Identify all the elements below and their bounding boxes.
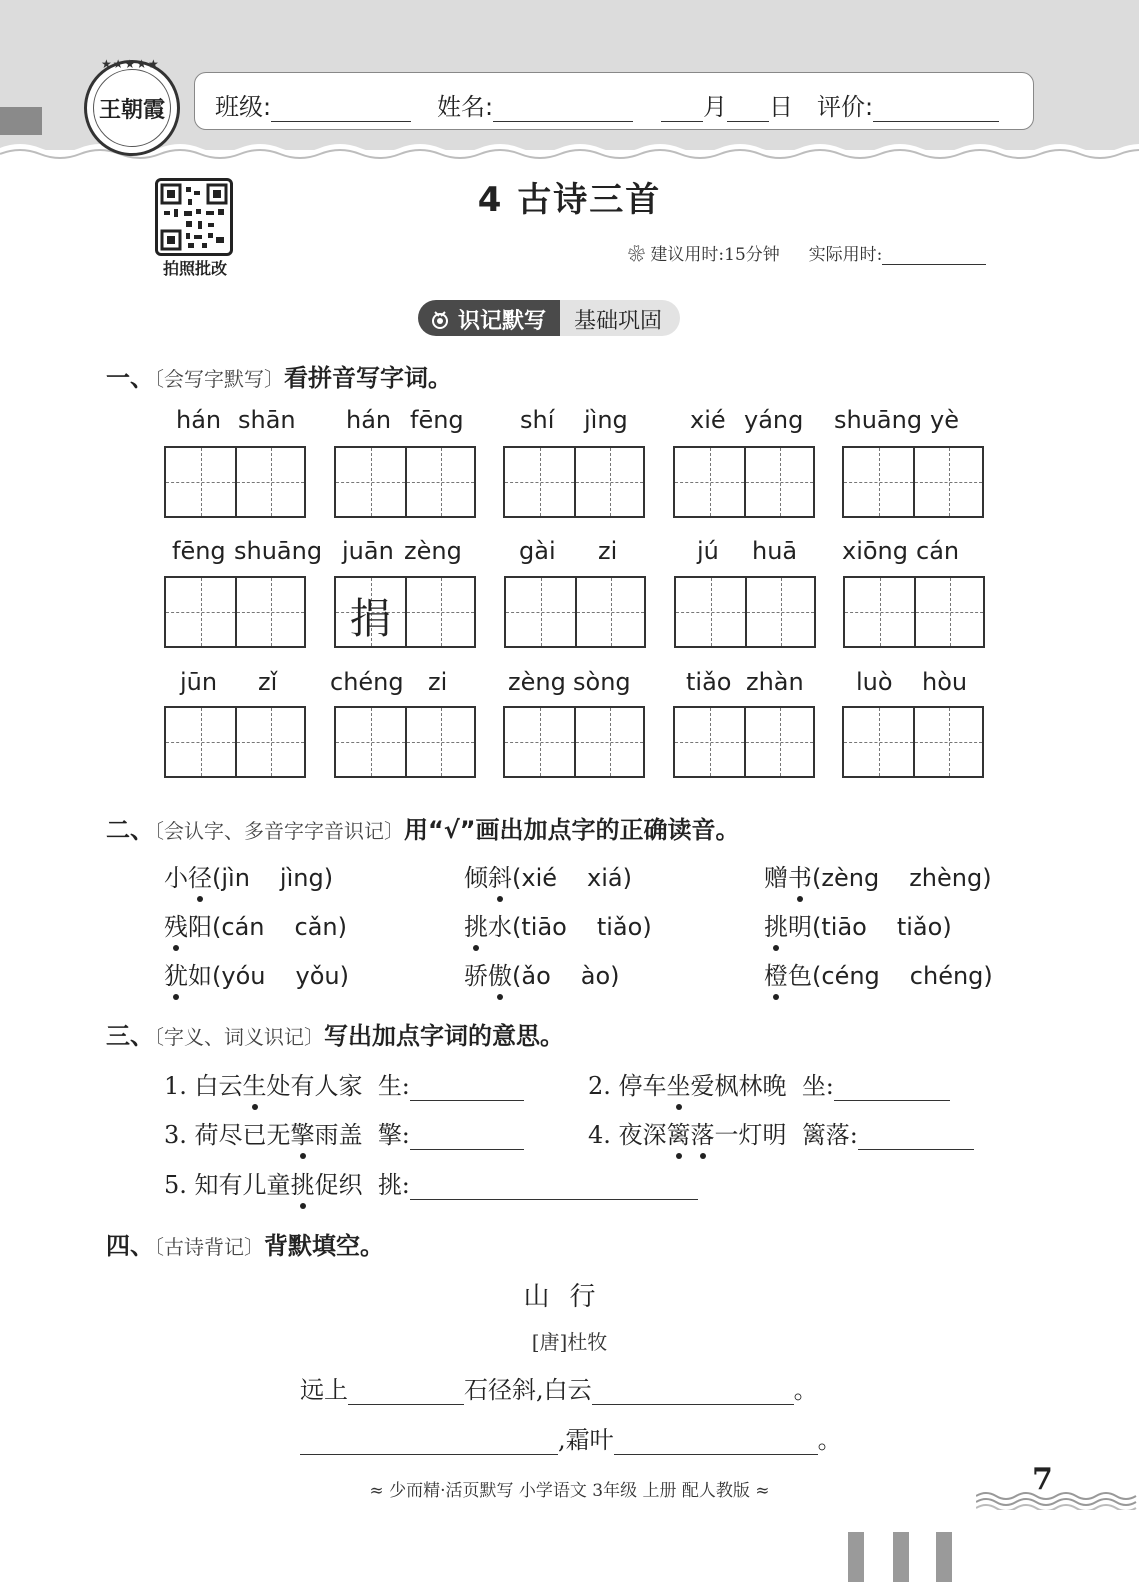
meaning-item: 1. 白云生处有人家 生:	[164, 1066, 524, 1101]
q1-number: 一、	[106, 364, 154, 392]
blank-line[interactable]	[592, 1383, 794, 1405]
pinyin: jūn	[180, 668, 218, 696]
q4-prompt: 背默填空。	[264, 1232, 384, 1260]
month-label: 月	[703, 93, 727, 121]
meaning-item: 3. 荷尽已无擎雨盖 擎:	[164, 1115, 524, 1150]
date-field	[661, 87, 793, 122]
section-pill-left	[418, 300, 560, 336]
writing-grid[interactable]	[503, 446, 645, 518]
pinyin: xié	[690, 406, 726, 434]
writing-grid[interactable]	[164, 576, 306, 648]
blank-line[interactable]	[614, 1433, 818, 1455]
poem-line-1: 远上 石径斜,白云 。	[300, 1376, 818, 1404]
reading-item[interactable]: 挑明(tiāo tiǎo)	[764, 907, 952, 942]
writing-grid[interactable]	[504, 576, 646, 648]
pinyin: hán	[176, 406, 222, 434]
pinyin: hòu	[922, 668, 968, 696]
reading-item[interactable]: 赠书(zèng zhèng)	[764, 858, 992, 893]
pinyin: chéng	[330, 668, 404, 696]
evaluation-input[interactable]	[873, 98, 999, 122]
reading-item[interactable]: 倾斜(xié xiá)	[464, 858, 632, 893]
decor-bar	[848, 1532, 864, 1582]
reading-item[interactable]: 残阳(cán cǎn)	[164, 907, 347, 942]
q4-number: 四、	[106, 1232, 154, 1260]
month-input[interactable]	[661, 98, 703, 122]
name-input[interactable]	[493, 98, 633, 122]
blank-line[interactable]	[348, 1383, 464, 1405]
q2-number: 二、	[106, 816, 154, 844]
q3-number: 三、	[106, 1022, 154, 1050]
pinyin: zhàn	[746, 668, 804, 696]
page-number: 7	[1032, 1462, 1053, 1497]
pinyin: yáng	[744, 406, 804, 434]
qr-caption: 拍照批改	[162, 259, 227, 278]
name-field	[437, 87, 633, 122]
section-pill	[418, 300, 680, 336]
footer-text: ≈ 少而精·活页默写 小学语文 3年级 上册 配人教版 ≈	[369, 1481, 770, 1501]
day-input[interactable]	[727, 98, 769, 122]
pinyin: xiōng	[842, 537, 908, 565]
wave-decoration	[976, 1490, 1139, 1510]
pinyin: luò	[856, 668, 893, 696]
page-title: 4 古诗三首	[477, 180, 662, 220]
class-input[interactable]	[271, 98, 411, 122]
decor-bar	[936, 1532, 952, 1582]
pinyin: fēng	[410, 406, 464, 434]
meaning-item: 4. 夜深篱落一灯明 篱落:	[588, 1115, 974, 1150]
writing-grid[interactable]	[164, 446, 306, 518]
reading-item[interactable]: 小径(jìn jìng)	[164, 858, 333, 893]
logo-text: 王朝霞	[93, 69, 171, 147]
pinyin: gài	[519, 537, 556, 565]
pinyin: zǐ	[258, 668, 278, 696]
decor-bar	[893, 1532, 909, 1582]
reading-item[interactable]: 挑水(tiāo tiǎo)	[464, 907, 652, 942]
reading-item[interactable]: 犹如(yóu yǒu)	[164, 956, 349, 991]
pinyin: hán	[346, 406, 392, 434]
reading-item[interactable]: 骄傲(ǎo ào)	[464, 956, 620, 991]
wave-decoration	[0, 140, 1139, 164]
writing-grid[interactable]	[334, 576, 476, 648]
pinyin: sòng	[573, 668, 631, 696]
poem-author: [唐]杜牧	[531, 1330, 608, 1354]
actual-time-input[interactable]	[882, 247, 986, 265]
q2-tag: 〔会认字、多音字字音识记〕	[154, 819, 404, 843]
pinyin: shí	[520, 406, 555, 434]
q3-prompt: 写出加点字词的意思。	[324, 1022, 564, 1050]
pinyin: fēng	[172, 537, 226, 565]
publisher-logo	[84, 57, 180, 156]
answer-line[interactable]	[834, 1079, 950, 1101]
writing-grid[interactable]	[503, 706, 645, 778]
pinyin: shuāng	[234, 537, 323, 565]
writing-grid[interactable]	[674, 576, 816, 648]
q1-tag: 〔会写字默写〕	[154, 367, 284, 391]
pinyin: juān	[342, 537, 394, 565]
meaning-item: 2. 停车坐爱枫林晚 坐:	[588, 1066, 950, 1101]
name-label: 姓名:	[437, 93, 494, 121]
pinyin: zèng	[508, 668, 566, 696]
reading-item[interactable]: 橙色(céng chéng)	[764, 956, 993, 991]
pinyin: huā	[752, 537, 798, 565]
suggested-time: 建议用时:15分钟	[650, 245, 780, 265]
class-field	[215, 87, 411, 122]
writing-grid[interactable]	[843, 576, 985, 648]
prefilled-character: 捐	[349, 594, 392, 643]
class-label: 班级:	[215, 93, 272, 121]
day-label: 日	[769, 93, 793, 121]
q4-heading	[106, 1226, 384, 1261]
pinyin: zèng	[404, 537, 462, 565]
q2-heading	[106, 810, 740, 845]
page-side-tab	[0, 107, 42, 135]
writing-grid[interactable]	[334, 446, 476, 518]
pinyin: shān	[238, 406, 296, 434]
evaluation-field	[817, 87, 999, 122]
meaning-item: 5. 知有儿童挑促织 挑:	[164, 1165, 698, 1200]
writing-grid[interactable]	[842, 706, 984, 778]
blank-line[interactable]	[300, 1433, 558, 1455]
writing-grid[interactable]	[334, 706, 476, 778]
q3-tag: 〔字义、词义识记〕	[154, 1025, 324, 1049]
pinyin: shuāng	[834, 406, 923, 434]
pinyin: jú	[697, 537, 719, 565]
evaluation-label: 评价:	[817, 93, 874, 121]
writing-grid[interactable]	[673, 706, 815, 778]
poem-title: 山行	[523, 1282, 616, 1312]
q1-prompt: 看拼音写字词。	[284, 364, 452, 392]
q3-heading	[106, 1016, 564, 1051]
answer-line[interactable]	[410, 1128, 524, 1150]
student-info-bar	[194, 72, 1034, 130]
stars-icon: ★★★★★	[101, 57, 160, 71]
pinyin: cán	[916, 537, 960, 565]
q2-prompt: 用“√”画出加点字的正确读音。	[404, 816, 740, 844]
actual-time-label: 实际用时:	[808, 245, 883, 265]
answer-line[interactable]	[410, 1178, 698, 1200]
pinyin: zi	[428, 668, 448, 696]
writing-grid[interactable]	[164, 706, 306, 778]
clock-icon: ❀	[628, 245, 645, 265]
medal-icon	[430, 310, 450, 330]
answer-line[interactable]	[410, 1079, 524, 1101]
pinyin: zi	[598, 537, 618, 565]
time-info	[628, 240, 986, 265]
section-pill-left-label: 识记默写	[458, 309, 547, 334]
q4-tag: 〔古诗背记〕	[154, 1235, 264, 1259]
writing-grid[interactable]	[673, 446, 815, 518]
q1-heading	[106, 358, 452, 393]
section-pill-right: 基础巩固	[560, 300, 680, 336]
writing-grid[interactable]	[842, 446, 984, 518]
answer-line[interactable]	[858, 1128, 974, 1150]
pinyin: yè	[930, 406, 959, 434]
pinyin: jìng	[584, 406, 628, 434]
pinyin: tiǎo	[686, 668, 732, 696]
poem-line-2: ,霜叶 。	[300, 1420, 842, 1455]
